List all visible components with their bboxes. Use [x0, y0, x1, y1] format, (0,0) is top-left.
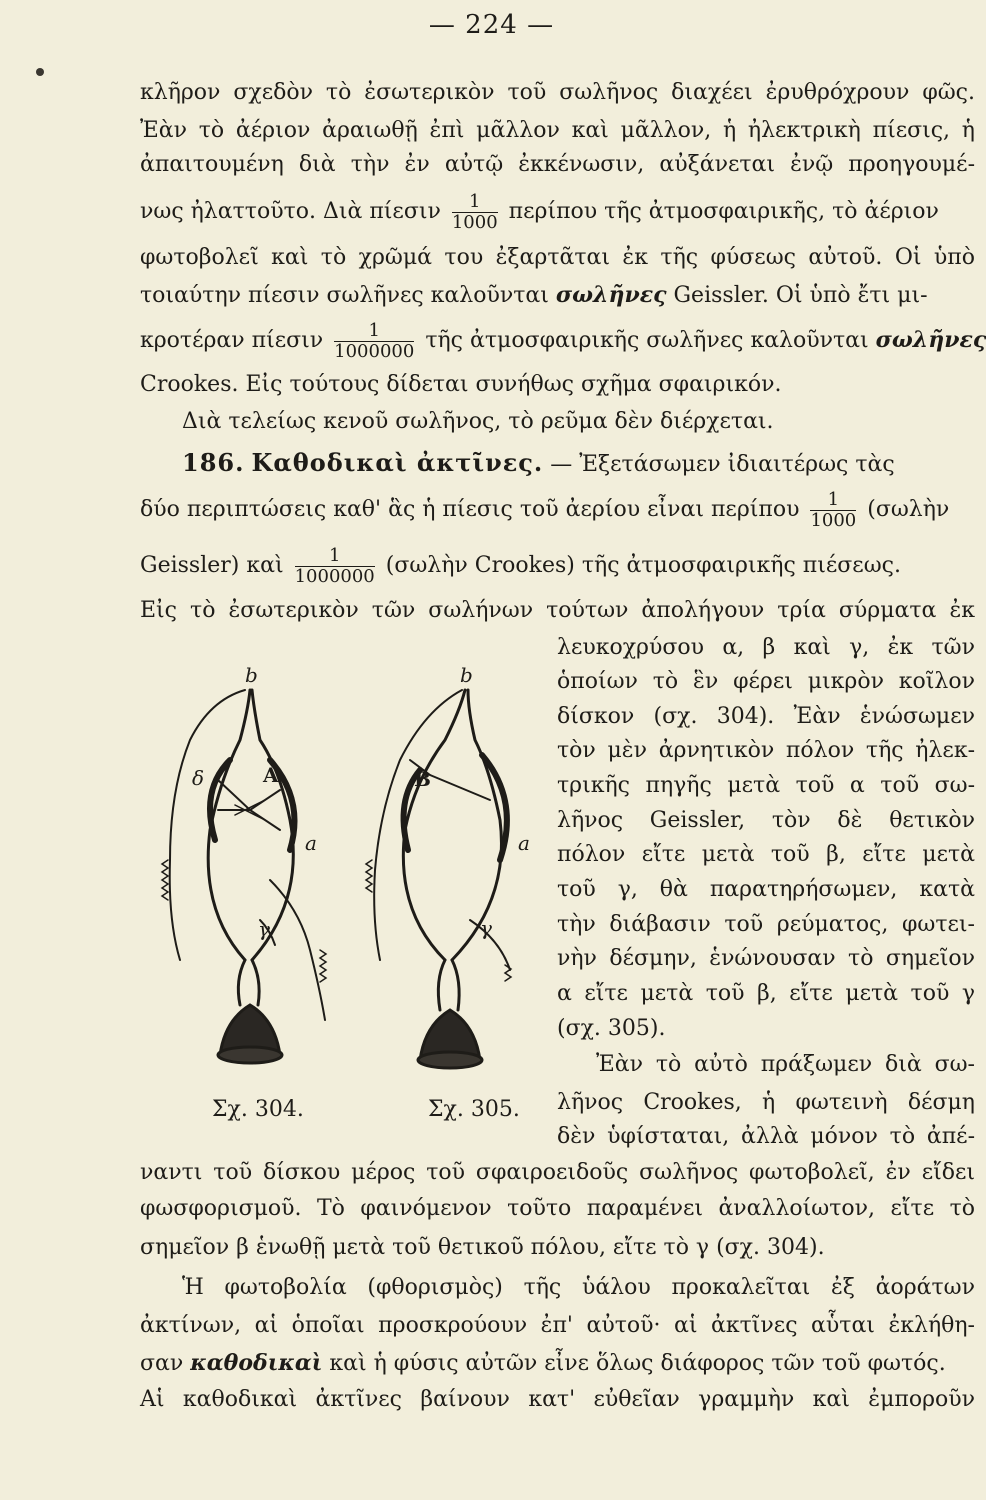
figure-305-geissler-tube: [350, 660, 550, 1100]
text-line-9: Διὰ τελείως κενοῦ σωλῆνος, τὸ ρεῦμα δὲν διέρχεται.: [182, 409, 774, 434]
fraction-1-1000-b: [810, 490, 856, 531]
text-line-4: [140, 190, 975, 234]
line11-after: (σωλὴν: [867, 497, 950, 522]
last2-after: καὶ ἡ φύσις αὐτῶν εἶνε ὅλως διάφορος τῶν τοῦ φωτός.: [329, 1351, 946, 1376]
line12-after: (σωλὴν Crookes) τῆς ἀτμοσφαιρικῆς πιέσεως.: [385, 553, 901, 578]
term-solines: σωλῆνες: [555, 282, 667, 308]
line7-before: κροτέραν πίεσιν: [140, 328, 324, 353]
line12-before: Geissler) καὶ: [140, 553, 284, 578]
text-line-5: φωτοβολεῖ καὶ τὸ χρῶμά του ἐξαρτᾶται ἐκ τῆς φύσεως αὐτοῦ. Οἱ ὑπὸ: [140, 245, 975, 270]
text-line-8: Crookes. Εἰς τούτους δίδεται συνήθως σχῆμα σφαιρικόν.: [140, 372, 782, 397]
figure-304-geissler-tube: [140, 660, 360, 1100]
col-line: λῆνος Geissler, τὸν δὲ θετικὸν: [557, 808, 975, 833]
section-lead: — Ἐξετάσωμεν ἰδιαιτέρως τὰς: [550, 452, 895, 477]
text-line-1: κλῆρον σχεδὸν τὸ ἐσωτερικὸν τοῦ σωλῆνος διαχέει ἐρυθρόχρουν φῶς.: [140, 80, 975, 105]
page-number: — 224 —: [428, 10, 555, 40]
col-line: τρικῆς πηγῆς μετὰ τοῦ α τοῦ σω-: [557, 773, 975, 798]
text-line-2: Ἐὰν τὸ ἀέριον ἀραιωθῇ ἐπὶ μᾶλλον καὶ μᾶλλον, ἡ ἠλεκτρικὴ πίεσις, ἡ: [140, 118, 975, 143]
fraction-1-1000000-b: [295, 546, 375, 587]
line4-after: περίπου τῆς ἀτμοσφαιρικῆς, τὸ ἀέριον: [508, 199, 939, 224]
col-line: Ἐὰν τὸ αὐτὸ πράξωμεν διὰ σω-: [596, 1052, 975, 1077]
frac-den: 1000: [810, 509, 857, 531]
term-solines-2: σωλῆνες: [875, 327, 986, 353]
text-line-7: [140, 318, 986, 363]
col-line: τοῦ γ, θὰ παρατηρήσωμεν, κατὰ: [557, 877, 975, 902]
fig304-label-a: a: [305, 831, 317, 855]
line7-after: τῆς ἀτμοσφαιρικῆς σωλῆνες καλοῦνται: [425, 328, 869, 353]
text-line-13: Εἰς τὸ ἐσωτερικὸν τῶν σωλήνων τούτων ἀπολήγουν τρία σύρματα ἐκ: [140, 598, 975, 623]
col-line: ὁποίων τὸ ἓν φέρει μικρὸν κοῖλον: [557, 669, 975, 694]
figure-305-caption: Σχ. 305.: [428, 1097, 520, 1122]
fig305-label-a: a: [518, 831, 530, 855]
col-line: νὴν δέσμην, ἑνώνουσαν τὸ σημεῖον: [557, 946, 975, 971]
text-line-6: [140, 280, 975, 311]
text-line-bottom-7: Αἱ καθοδικαὶ ἀκτῖνες βαίνουν κατ' εὐθεῖαν γραμμὴν καὶ ἐμποροῦν: [140, 1387, 975, 1412]
fig305-label-gamma: γ: [480, 916, 492, 940]
text-line-bottom-6: [140, 1348, 975, 1379]
col-line: α εἴτε μετὰ τοῦ β, εἴτε μετὰ τοῦ γ: [557, 981, 975, 1006]
fig305-label-B: B: [414, 767, 431, 791]
frac-den: 1000000: [294, 565, 375, 587]
text-line-bottom-1: ναντι τοῦ δίσκου μέρος τοῦ σφαιροειδοῦς σωλῆνος φωτοβολεῖ, ἐν εἴδει: [140, 1160, 975, 1185]
text-line-bottom-3: σημεῖον β ἑνωθῇ μετὰ τοῦ θετικοῦ πόλου, εἴτε τὸ γ (σχ. 304).: [140, 1235, 825, 1260]
frac-num: 1: [810, 490, 856, 511]
col-line: δίσκον (σχ. 304). Ἐὰν ἑνώσωμεν: [557, 704, 975, 729]
frac-num: 1: [334, 321, 414, 342]
line6-after: Geissler. Οἱ ὑπὸ ἔτι μι-: [673, 283, 928, 308]
fig304-label-gamma: γ: [258, 917, 270, 941]
section-number: 186.: [182, 448, 245, 477]
figure-304-caption: Σχ. 304.: [212, 1097, 304, 1122]
fig304-label-b: b: [245, 663, 258, 687]
frac-num: 1: [295, 546, 375, 567]
text-line-12: [140, 544, 975, 588]
section-heading-line: [182, 448, 975, 480]
col-line: δὲν ὑφίσταται, ἀλλὰ μόνον τὸ ἀπέ-: [557, 1124, 975, 1149]
col-line: τὴν διάβασιν τοῦ ρεύματος, φωτει-: [557, 912, 975, 937]
term-kathodikai: καθοδικαὶ: [190, 1350, 323, 1376]
text-line-3: ἀπαιτουμένη διὰ τὴν ἐν αὐτῷ ἐκκένωσιν, αὐξάνεται ἐνῷ προηγουμέ-: [140, 152, 975, 177]
section-title: Καθοδικαὶ ἀκτῖνες.: [251, 448, 544, 477]
fig305-label-b: b: [460, 663, 473, 687]
col-line: πόλον εἴτε μετὰ τοῦ β, εἴτε μετὰ: [557, 842, 975, 867]
frac-num: 1: [452, 192, 498, 213]
fraction-1-1000: [452, 192, 498, 233]
col-line: λῆνος Crookes, ἡ φωτεινὴ δέσμη: [557, 1090, 975, 1115]
line4-before: νως ἠλαττοῦτο. Διὰ πίεσιν: [140, 199, 441, 224]
fig304-label-A: A: [263, 763, 279, 787]
frac-den: 1000: [451, 211, 498, 233]
col-line: τὸν μὲν ἀρνητικὸν πόλον τῆς ἠλεκ-: [557, 738, 975, 763]
fraction-1-1000000: [334, 321, 414, 362]
last2-before: σαν: [140, 1351, 184, 1376]
text-line-bottom-4: Ἡ φωτοβολία (φθορισμὸς) τῆς ὑάλου προκαλεῖται ἐξ ἀοράτων: [182, 1275, 975, 1300]
text-line-11: [140, 488, 975, 532]
frac-den: 1000000: [334, 340, 415, 362]
fig304-label-delta: δ: [192, 766, 205, 790]
text-line-bottom-5: ἀκτίνων, αἱ ὁποῖαι προσκρούουν ἐπ' αὐτοῦ· αἱ ἀκτῖνες αὗται ἐκλήθη-: [140, 1313, 975, 1338]
line6-before: τοιαύτην πίεσιν σωλῆνες καλοῦνται: [140, 283, 549, 308]
col-line: λευκοχρύσου α, β καὶ γ, ἐκ τῶν: [557, 635, 975, 660]
col-line: (σχ. 305).: [557, 1016, 666, 1041]
text-line-bottom-2: φωσφορισμοῦ. Τὸ φαινόμενον τοῦτο παραμένει ἀναλλοίωτον, εἴτε τὸ: [140, 1196, 975, 1221]
line11-before: δύο περιπτώσεις καθ' ἃς ἡ πίεσις τοῦ ἀερίου εἶναι περίπου: [140, 497, 800, 522]
ink-dot: [36, 68, 44, 76]
